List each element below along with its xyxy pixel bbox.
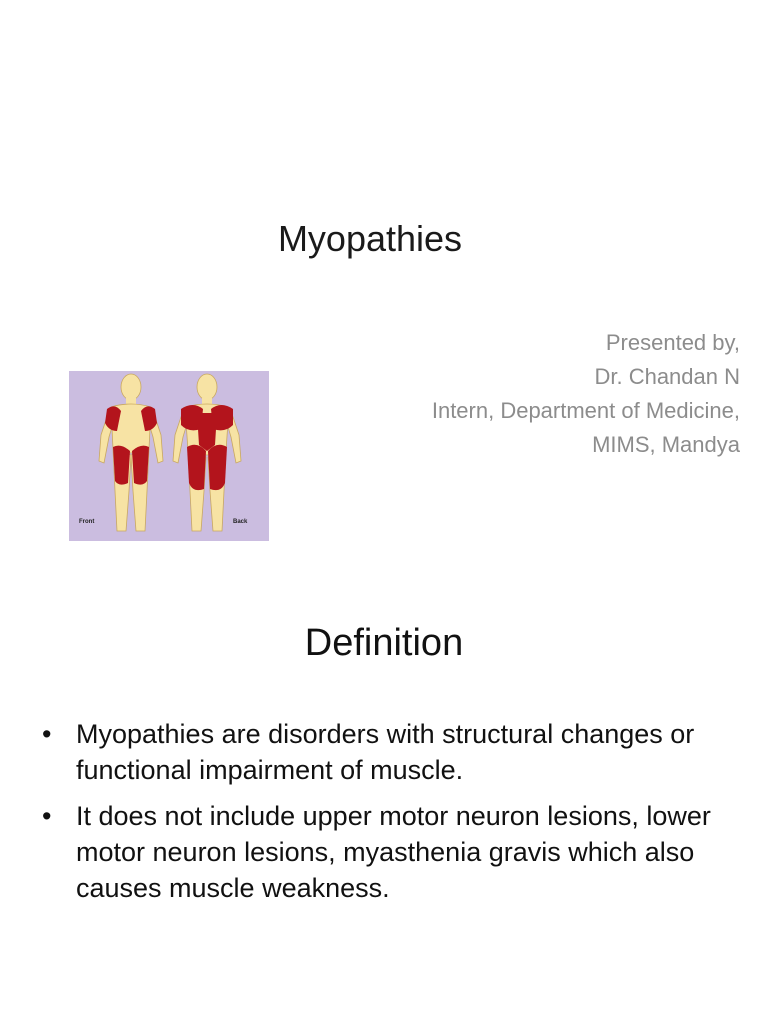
back-figure <box>173 374 241 531</box>
back-label: Back <box>233 519 248 525</box>
bullet-dot: • <box>42 719 52 749</box>
presenter-line: Dr. Chandan N <box>594 364 740 389</box>
muscle-diagram-image <box>69 371 269 541</box>
front-figure <box>99 374 163 531</box>
bullet-dot: • <box>42 801 52 831</box>
slide-title: Myopathies <box>277 218 463 259</box>
presenter-line: Intern, Department of Medicine, <box>431 398 740 423</box>
presenter-info <box>432 326 740 462</box>
bullet-item <box>30 798 730 906</box>
muscle-diagram-svg <box>69 371 269 541</box>
definition-slide <box>0 580 768 1024</box>
bullet-text: It does not include upper motor neuron lesions, lower motor neuron lesions, myasthenia gravis which also causes muscle weakness. <box>76 801 711 903</box>
slide-title: Definition <box>304 622 464 664</box>
bullet-text: Myopathies are disorders with structural changes or functional impairment of muscle. <box>76 719 695 785</box>
bullet-list <box>30 716 730 916</box>
presenter-line: MIMS, Mandya <box>592 432 740 457</box>
front-label: Front <box>79 519 95 525</box>
presenter-line: Presented by, <box>605 330 740 355</box>
bullet-item <box>30 716 730 788</box>
